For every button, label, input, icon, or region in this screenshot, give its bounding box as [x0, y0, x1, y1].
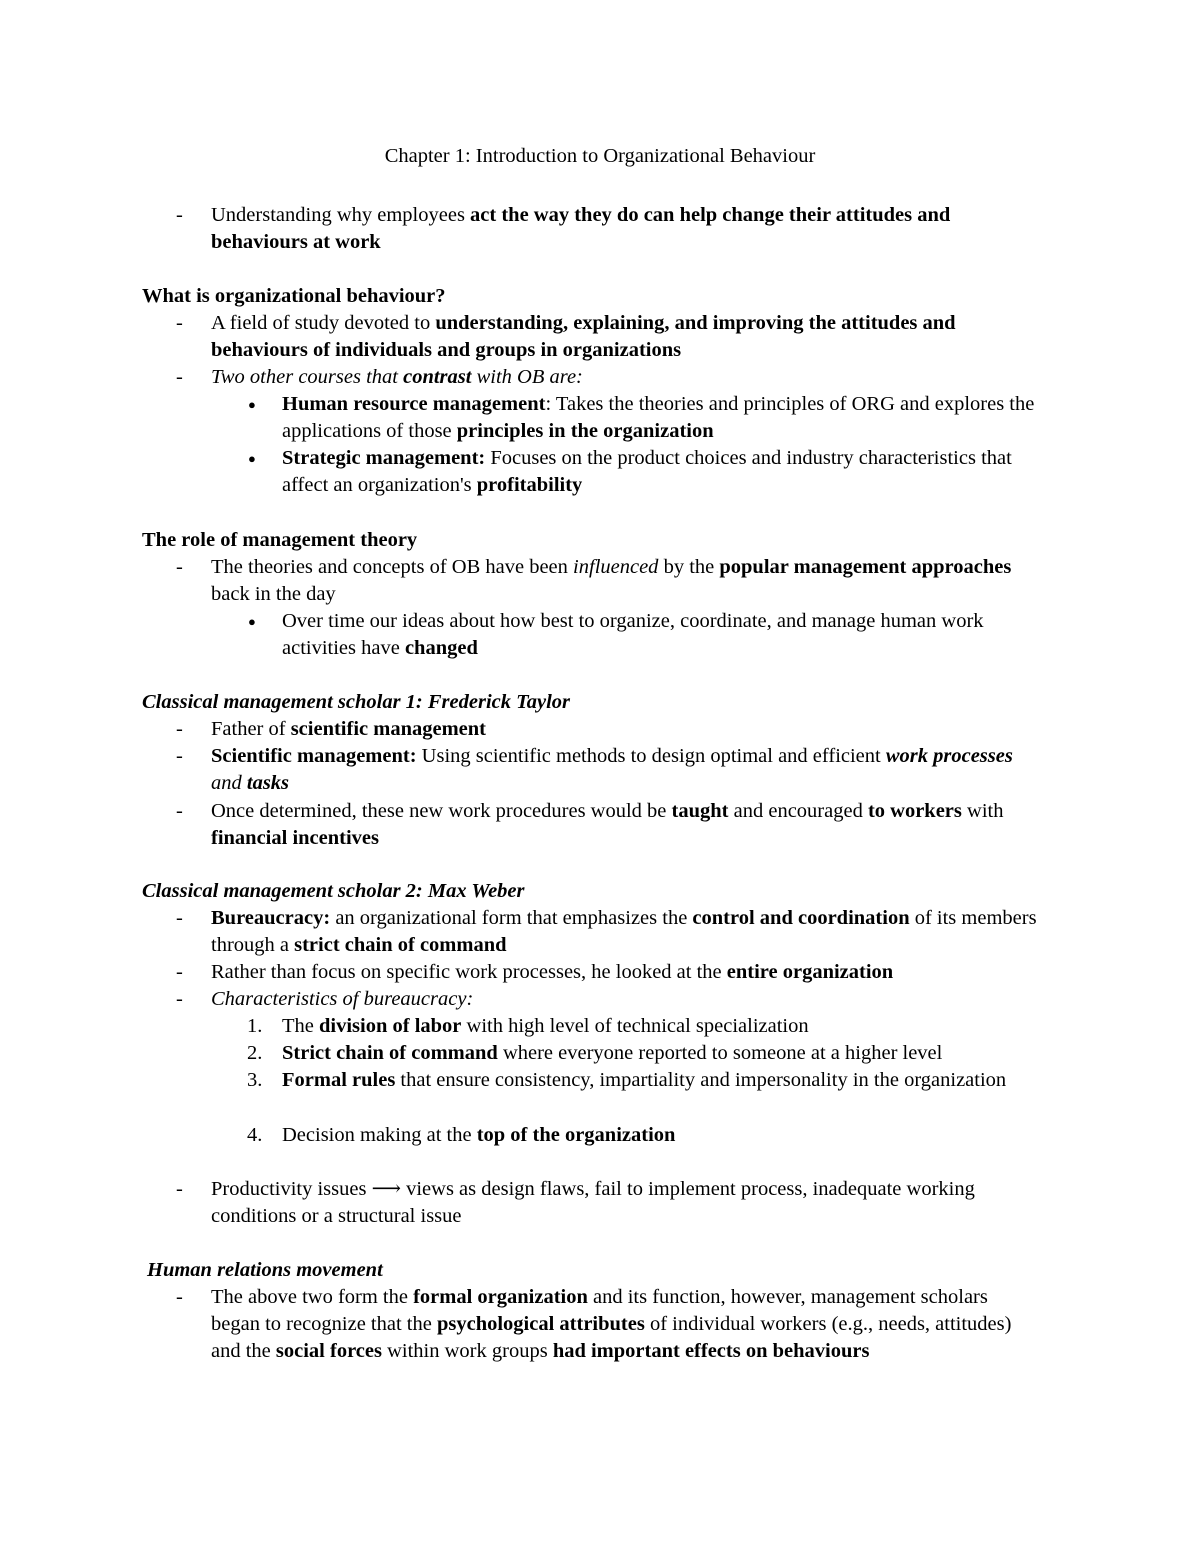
text-run: Over time our ideas about how best to organize, coordinate, and manage human work activities have [282, 610, 984, 659]
text-run: Formal rules [282, 1069, 396, 1091]
text-run: with [961, 800, 1004, 822]
dash-marker: - [176, 907, 183, 929]
dash-marker: - [176, 204, 183, 226]
text-run: psychological attributes [436, 1313, 645, 1335]
human-relations-text [211, 1284, 1041, 1365]
entire-org [211, 959, 1041, 986]
text-run: of its members through a [211, 907, 1037, 956]
heading-weber: Classical management scholar 2: Max Weber [142, 880, 525, 902]
list-item [282, 1067, 1052, 1094]
text-run: Focuses on the product choices and industry characteristics that affect an organization's [282, 447, 1012, 496]
text-run: The above two form the [211, 1286, 414, 1308]
strategic-mgmt-item [282, 445, 1052, 499]
text-run: work processes [885, 745, 1013, 767]
text-run: with high level of technical specialization [461, 1015, 809, 1037]
dash-marker: - [176, 556, 183, 578]
text-run: strict chain of command [294, 934, 507, 956]
text-run: Father of [211, 718, 291, 740]
text-run: changed [404, 637, 478, 659]
list-item [282, 1040, 1052, 1067]
dash-marker: - [176, 988, 183, 1010]
text-run: had important effects on behaviours [552, 1340, 870, 1362]
text-run: The [282, 1015, 319, 1037]
text-run: by the [658, 556, 720, 578]
text-run: scientific management [290, 718, 486, 740]
ob-definition [211, 310, 1041, 364]
list-number: 3. [247, 1069, 263, 1091]
text-run: Two other courses that [211, 366, 404, 388]
text-run: principles in the organization [456, 420, 714, 442]
bureaucracy-characteristics [211, 986, 1041, 1013]
text-run: Once determined, these new work procedures would be [211, 800, 672, 822]
text-run: Characteristics of bureaucracy: [211, 988, 474, 1010]
text-run: that ensure consistency, impartiality and impersonality in the organization [395, 1069, 1007, 1091]
dash-marker: - [176, 745, 183, 767]
text-run: Bureaucracy: [211, 907, 331, 929]
list-number: 4. [247, 1124, 263, 1146]
list-item [282, 1122, 1052, 1149]
text-run: A field of study devoted to [211, 312, 436, 334]
text-run: division of labor [319, 1015, 462, 1037]
text-run: where everyone reported to someone at a higher level [497, 1042, 943, 1064]
ideas-changed [282, 608, 1052, 662]
dash-marker: - [176, 312, 183, 334]
heading-human-relations: Human relations movement [147, 1259, 383, 1281]
text-run: to workers [867, 800, 962, 822]
text-run: Strict chain of command [282, 1042, 498, 1064]
text-run: influenced [573, 556, 659, 578]
text-run: tasks [246, 772, 290, 794]
text-run: Decision making at the [282, 1124, 477, 1146]
text-run: social forces [275, 1340, 382, 1362]
dash-marker: - [176, 800, 183, 822]
text-run: formal organization [413, 1286, 588, 1308]
text-run: Productivity issues ⟶ views as design flaws, fail to implement process, inadequate working conditions or a structural issue [211, 1178, 975, 1227]
dash-marker: - [176, 961, 183, 983]
work-procedures [211, 798, 1041, 852]
theory-influence [211, 554, 1041, 608]
text-run: popular management approaches [719, 556, 1012, 578]
text-run: contrast [403, 366, 472, 388]
text-run: and its function, however, management scholars began to recognize that the [211, 1286, 988, 1335]
bullet-icon: ● [248, 397, 256, 412]
dash-marker: - [176, 718, 183, 740]
dash-marker: - [176, 1286, 183, 1308]
text-run: The theories and concepts of OB have been [211, 556, 574, 578]
text-run: Using scientific methods to design optimal and efficient [416, 745, 886, 767]
text-run: entire organization [726, 961, 894, 983]
text-run: Understanding why employees [211, 204, 471, 226]
list-item [282, 1013, 1052, 1040]
hrm-item [282, 391, 1052, 445]
text-run: of individual workers (e.g., needs, attitudes) and the [211, 1313, 1012, 1362]
bureaucracy-def [211, 905, 1041, 959]
intro-text [211, 202, 1041, 256]
text-run: act the way they do can help change their attitudes and behaviours at work [211, 204, 951, 253]
taylor-father [211, 716, 1041, 743]
text-run: back in the day [211, 583, 336, 605]
text-run: an organizational form that emphasizes the [330, 907, 693, 929]
text-run: Rather than focus on specific work processes, he looked at the [211, 961, 727, 983]
dash-marker: - [176, 1178, 183, 1200]
text-run: Human resource management [282, 393, 546, 415]
text-run: and [211, 772, 247, 794]
text-run: financial incentives [211, 827, 379, 849]
bullet-icon: ● [248, 614, 256, 629]
text-run: control and coordination [692, 907, 910, 929]
list-number: 1. [247, 1015, 263, 1037]
text-run: within work groups [381, 1340, 553, 1362]
page-title: Chapter 1: Introduction to Organizational Behaviour [384, 145, 816, 167]
productivity-issues [211, 1176, 1041, 1230]
heading-what-is-ob: What is organizational behaviour? [142, 285, 446, 307]
text-run: top of the organization [476, 1124, 676, 1146]
text-run: with OB are: [471, 366, 583, 388]
text-run: understanding, explaining, and improving the attitudes and behaviours of individuals and groups in organizations [211, 312, 956, 361]
text-run: : Takes the theories and principles of ORG and explores the applications of those [282, 393, 1035, 442]
text-run: profitability [476, 474, 583, 496]
list-number: 2. [247, 1042, 263, 1064]
heading-taylor: Classical management scholar 1: Frederick Taylor [142, 691, 571, 713]
scientific-mgmt-def [211, 743, 1041, 797]
text-run: Scientific management: [211, 745, 417, 767]
text-run: Strategic management: [282, 447, 486, 469]
contrast-courses [211, 364, 1041, 391]
dash-marker: - [176, 366, 183, 388]
bullet-icon: ● [248, 451, 256, 466]
heading-management-theory: The role of management theory [142, 529, 418, 551]
text-run: taught [671, 800, 729, 822]
text-run: and encouraged [728, 800, 868, 822]
